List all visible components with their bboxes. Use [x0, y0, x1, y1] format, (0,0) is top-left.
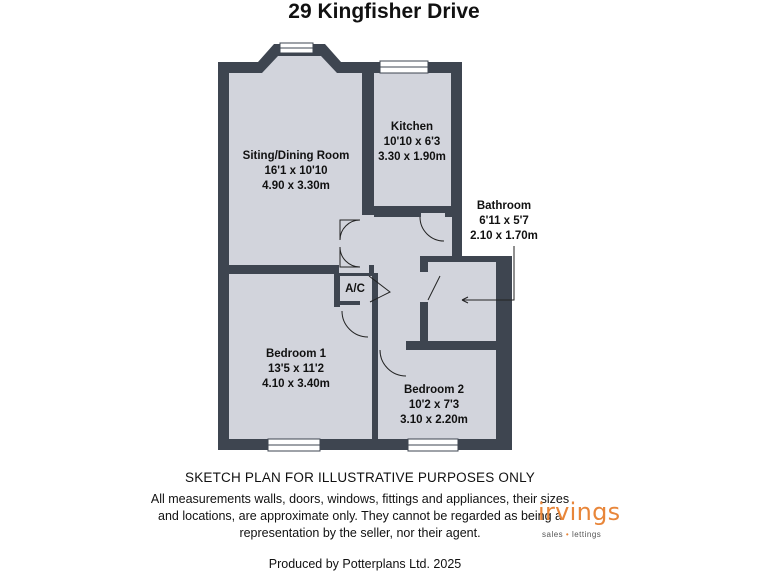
bathroom-name: Bathroom: [476, 200, 532, 212]
bedroom2-label: [386, 383, 482, 428]
bedroom1-imperial: 13'5 x 11'2: [268, 363, 324, 375]
kitchen-label: [364, 120, 460, 165]
logo-tag-lettings: lettings: [571, 530, 602, 539]
sketch-plan-note: SKETCH PLAN FOR ILLUSTRATIVE PURPOSES ONLY: [185, 470, 535, 485]
sitting-room-name: Siting/Dining Room: [242, 150, 350, 162]
bathroom-imperial: 6'11 x 5'7: [479, 215, 529, 227]
disclaimer-text: All measurements walls, doors, windows, fittings and appliances, their sizes and locations, are approximate only. They cannot be regarded as being a representation by the seller, nor their agent.: [150, 492, 570, 540]
produced-by-text: Produced by Potterplans Ltd. 2025: [268, 557, 462, 571]
bedroom1-name: Bedroom 1: [265, 348, 327, 360]
logo-word: irvings: [538, 498, 621, 526]
bathroom-metric: 2.10 x 1.70m: [470, 230, 538, 242]
bath-top-wall: [420, 256, 506, 262]
ac-label: [339, 282, 371, 297]
kitchen-bottom-wall: [362, 206, 462, 215]
irvings-logo: [538, 498, 628, 539]
bedroom2-metric: 3.10 x 2.20m: [400, 414, 468, 426]
door-gap-kitchen: [421, 213, 445, 217]
logo-tagline: [538, 530, 628, 539]
bathroom-floor: [428, 262, 496, 341]
sitting-room-imperial: 16'1 x 10'10: [264, 165, 328, 177]
door-gap-bedroom1: [340, 305, 372, 311]
ac-name: A/C: [345, 283, 365, 295]
bedroom2-imperial: 10'2 x 7'3: [408, 399, 460, 411]
kitchen-imperial: 10'10 x 6'3: [383, 136, 441, 148]
sitting-room-metric: 4.90 x 3.30m: [262, 180, 330, 192]
logo-tag-sales: sales: [542, 530, 564, 539]
hall-floor-lower: [376, 260, 422, 350]
bedroom1-metric: 4.10 x 3.40m: [262, 378, 330, 390]
logo-dot-icon: •: [565, 530, 572, 539]
page-title: 29 Kingfisher Drive: [288, 0, 480, 23]
door-gap-bath: [420, 272, 428, 302]
kitchen-name: Kitchen: [390, 121, 434, 133]
kitchen-metric: 3.30 x 1.90m: [378, 151, 446, 163]
bedroom1-label: [236, 347, 356, 392]
sitting-room-label: [232, 149, 360, 194]
bath-right-wall: [496, 256, 506, 350]
bathroom-label: [458, 199, 550, 244]
bedroom2-name: Bedroom 2: [403, 384, 465, 396]
door-gap-bedroom2: [378, 341, 406, 350]
